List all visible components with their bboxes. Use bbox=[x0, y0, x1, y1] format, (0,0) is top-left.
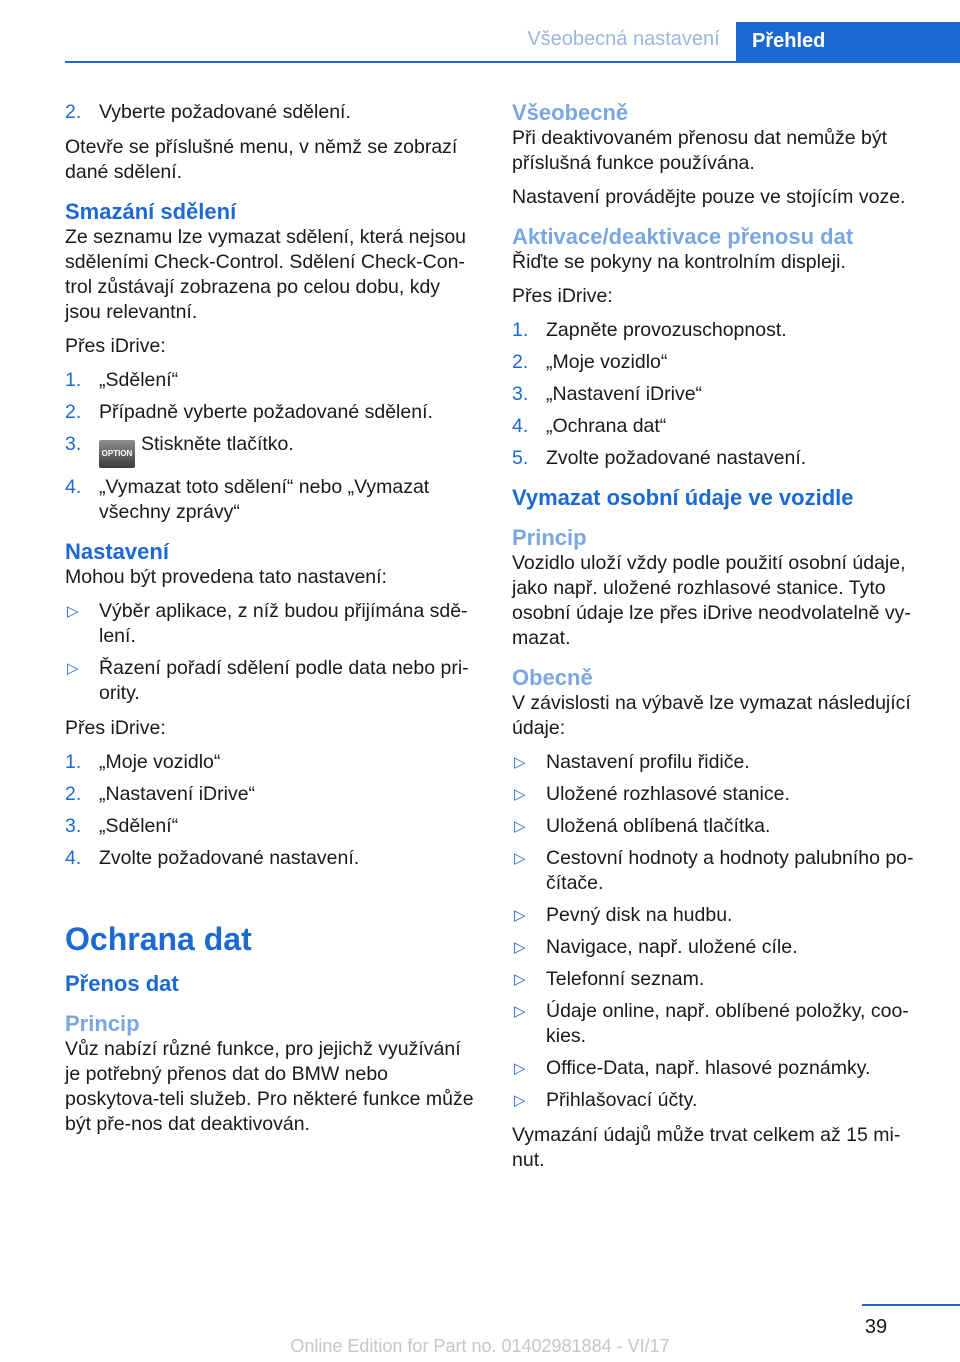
list-item bbox=[65, 750, 477, 775]
step-number: 3. bbox=[512, 383, 529, 405]
step-number: 1. bbox=[65, 369, 82, 391]
bullet-triangle-icon: ▷ bbox=[514, 1092, 526, 1109]
item-text: Office-Data, např. hlasové poznámky. bbox=[546, 1057, 871, 1079]
step-number: 3. bbox=[65, 433, 82, 455]
heading-principle: Princip bbox=[65, 1011, 140, 1036]
bullet-triangle-icon: ▷ bbox=[514, 850, 526, 867]
footer-edition: Online Edition for Part no. 01402981884 - VI/17 bbox=[290, 1336, 670, 1356]
heading-generally: Obecně bbox=[512, 665, 593, 690]
heading-principle: Princip bbox=[512, 525, 587, 550]
header-rule bbox=[65, 61, 960, 63]
step-number: 3. bbox=[65, 815, 82, 837]
heading-activation: Aktivace/deaktivace přenosu dat bbox=[512, 224, 854, 249]
left-column bbox=[65, 100, 477, 1146]
step-text: Zvolte požadované nastavení. bbox=[99, 847, 360, 869]
paragraph: Otevře se příslušné menu, v němž se zobrazí dané sdělení. bbox=[65, 136, 458, 183]
item-text: Nastavení profilu řidiče. bbox=[546, 751, 750, 773]
list-item bbox=[512, 999, 924, 1049]
item-text: Cestovní hodnoty a hodnoty palubního po-čítače. bbox=[546, 847, 914, 894]
deletable-data-list bbox=[512, 750, 924, 1113]
page-number: 39 bbox=[864, 1316, 888, 1338]
bullet-triangle-icon: ▷ bbox=[514, 818, 526, 835]
right-column bbox=[512, 100, 924, 1182]
settings-list bbox=[65, 599, 477, 706]
list-item bbox=[65, 400, 477, 425]
delete-steps bbox=[65, 368, 477, 525]
item-text: Výběr aplikace, z níž budou přijímána sdě-lení. bbox=[99, 600, 468, 647]
heading-general: Všeobecně bbox=[512, 100, 629, 125]
paragraph: Přes iDrive: bbox=[65, 717, 166, 739]
step-list-continued bbox=[65, 100, 477, 125]
list-item bbox=[512, 750, 924, 775]
item-text: Uložené rozhlasové stanice. bbox=[546, 783, 790, 805]
paragraph: Při deaktivovaném přenosu dat nemůže být příslušná funkce používána. bbox=[512, 127, 888, 174]
paragraph: Ze seznamu lze vymazat sdělení, která nejsou sděleními Check-Control. Sdělení Check-Con-trol zůstávají zobrazena po celou dobu, kdy jsou relevantní. bbox=[65, 226, 467, 323]
list-item bbox=[65, 368, 477, 393]
step-number: 2. bbox=[65, 401, 82, 423]
item-text: Uložená oblíbená tlačítka. bbox=[546, 815, 771, 837]
page-header bbox=[0, 0, 960, 62]
paragraph: Nastavení provádějte pouze ve stojícím voze. bbox=[512, 186, 906, 208]
step-text: Vyberte požadované sdělení. bbox=[99, 101, 351, 123]
step-text: Zvolte požadované nastavení. bbox=[546, 447, 807, 469]
bullet-triangle-icon: ▷ bbox=[514, 754, 526, 771]
activation-steps bbox=[512, 318, 924, 471]
bullet-triangle-icon: ▷ bbox=[514, 1060, 526, 1077]
list-item bbox=[512, 1088, 924, 1113]
step-text: „Nastavení iDrive“ bbox=[546, 383, 703, 405]
step-text: Zapněte provozuschopnost. bbox=[546, 319, 787, 341]
heading-settings: Nastavení bbox=[65, 539, 169, 564]
step-number: 2. bbox=[512, 351, 529, 373]
list-item bbox=[512, 414, 924, 439]
bullet-triangle-icon: ▷ bbox=[514, 939, 526, 956]
step-text: „Ochrana dat“ bbox=[546, 415, 667, 437]
paragraph: Vozidlo uloží vždy podle použití osobní údaje, jako např. uložené rozhlasové stanice. Tyto osobní údaje lze přes iDrive neodvolatelně vy-mazat. bbox=[512, 552, 911, 649]
paragraph: Vymazání údajů může trvat celkem až 15 mi-nut. bbox=[512, 1124, 901, 1171]
step-text: „Sdělení“ bbox=[99, 369, 179, 391]
step-number: 4. bbox=[512, 415, 529, 437]
step-number: 1. bbox=[512, 319, 529, 341]
step-text: „Moje vozidlo“ bbox=[99, 751, 221, 773]
list-item bbox=[65, 814, 477, 839]
step-number: 4. bbox=[65, 847, 82, 869]
list-item bbox=[512, 846, 924, 896]
list-item bbox=[65, 475, 477, 525]
list-item bbox=[512, 446, 924, 471]
bullet-triangle-icon: ▷ bbox=[67, 660, 79, 677]
step-text: „Vymazat toto sdělení“ nebo „Vymazat všechny zprávy“ bbox=[99, 476, 430, 523]
step-number: 2. bbox=[65, 783, 82, 805]
list-item bbox=[512, 967, 924, 992]
list-item bbox=[512, 782, 924, 807]
list-item bbox=[512, 814, 924, 839]
list-item bbox=[65, 432, 477, 468]
bullet-triangle-icon: ▷ bbox=[514, 1003, 526, 1020]
item-text: Pevný disk na hudbu. bbox=[546, 904, 733, 926]
paragraph: V závislosti na výbavě lze vymazat následující údaje: bbox=[512, 692, 911, 739]
item-text: Přihlašovací účty. bbox=[546, 1089, 698, 1111]
list-item bbox=[512, 382, 924, 407]
step-number: 4. bbox=[65, 476, 82, 498]
heading-delete-personal-data: Vymazat osobní údaje ve vozidle bbox=[512, 485, 854, 510]
step-text: Případně vyberte požadované sdělení. bbox=[99, 401, 433, 423]
heading-privacy: Ochrana dat bbox=[65, 921, 252, 957]
option-button-icon: OPTION bbox=[99, 440, 135, 468]
item-text: Údaje online, např. oblíbené položky, coo-kies. bbox=[546, 1000, 909, 1047]
settings-steps bbox=[65, 750, 477, 871]
section-tab: Přehled bbox=[736, 22, 960, 62]
step-number: 5. bbox=[512, 447, 529, 469]
list-item bbox=[65, 100, 477, 125]
bullet-triangle-icon: ▷ bbox=[514, 971, 526, 988]
step-text: „Sdělení“ bbox=[99, 815, 179, 837]
paragraph: Řiďte se pokyny na kontrolním displeji. bbox=[512, 251, 846, 273]
list-item bbox=[65, 599, 477, 649]
item-text: Řazení pořadí sdělení podle data nebo pri-ority. bbox=[99, 657, 469, 704]
list-item bbox=[512, 1056, 924, 1081]
item-text: Telefonní seznam. bbox=[546, 968, 705, 990]
paragraph: Přes iDrive: bbox=[65, 335, 166, 357]
list-item bbox=[512, 935, 924, 960]
bullet-triangle-icon: ▷ bbox=[514, 786, 526, 803]
step-number: 1. bbox=[65, 751, 82, 773]
step-text: Stiskněte tlačítko. bbox=[141, 433, 294, 455]
step-number: 2. bbox=[65, 101, 82, 123]
heading-data-transfer: Přenos dat bbox=[65, 971, 179, 996]
paragraph: Vůz nabízí různé funkce, pro jejichž využívání je potřebný přenos dat do BMW nebo poskytova-teli služeb. Pro některé funkce může být pře-nos dat deaktivován. bbox=[65, 1038, 474, 1135]
step-text: „Nastavení iDrive“ bbox=[99, 783, 256, 805]
bullet-triangle-icon: ▷ bbox=[514, 907, 526, 924]
paragraph: Mohou být provedena tato nastavení: bbox=[65, 566, 387, 588]
item-text: Navigace, např. uložené cíle. bbox=[546, 936, 798, 958]
list-item bbox=[512, 318, 924, 343]
heading-delete-messages: Smazání sdělení bbox=[65, 199, 237, 224]
bullet-triangle-icon: ▷ bbox=[67, 603, 79, 620]
list-item bbox=[65, 846, 477, 871]
list-item bbox=[65, 656, 477, 706]
step-text: „Moje vozidlo“ bbox=[546, 351, 668, 373]
paragraph: Přes iDrive: bbox=[512, 285, 613, 307]
list-item bbox=[65, 782, 477, 807]
list-item bbox=[512, 350, 924, 375]
section-title: Všeobecná nastavení bbox=[527, 28, 720, 50]
list-item bbox=[512, 903, 924, 928]
footer-rule bbox=[862, 1304, 960, 1306]
